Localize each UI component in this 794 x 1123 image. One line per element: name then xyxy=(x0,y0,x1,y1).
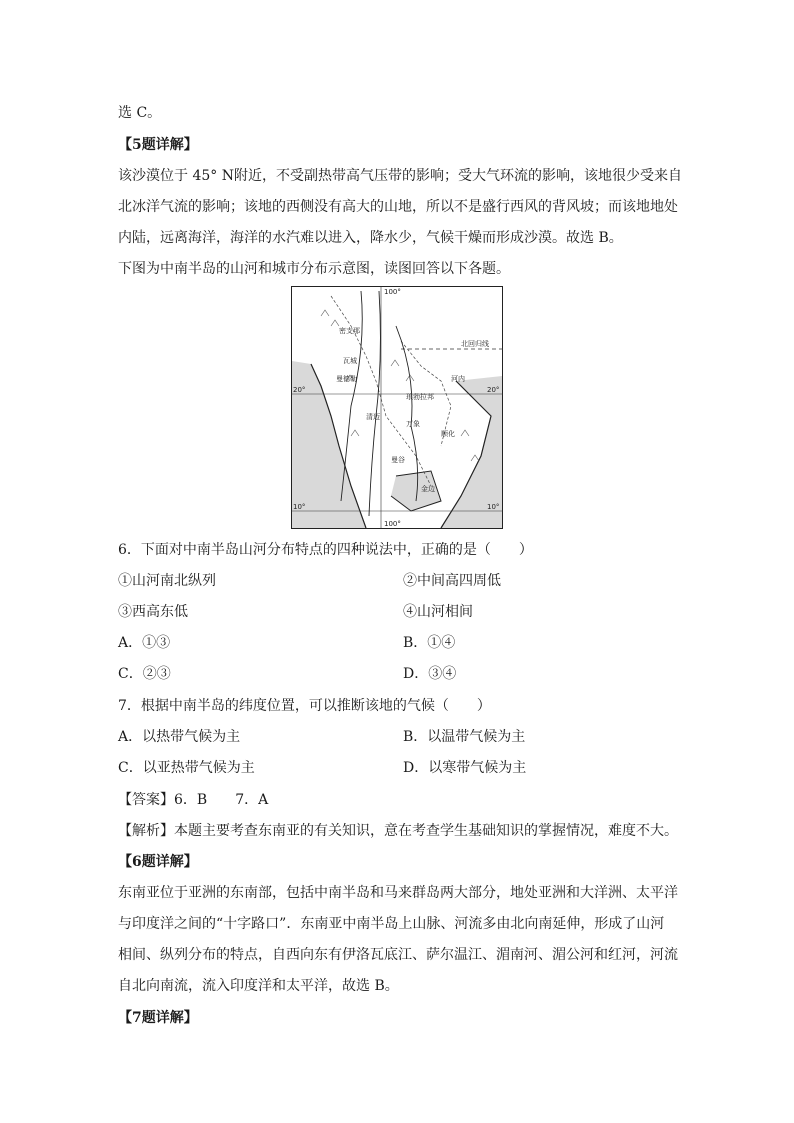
choice-c: C．②③ xyxy=(118,666,171,682)
choice-c: C．以亚热带气候为主 xyxy=(118,760,255,776)
choice-b: B．以温带气候为主 xyxy=(403,729,526,745)
question-6: 6．下面对中南半岛山河分布特点的四种说法中，正确的是（ ） xyxy=(118,542,533,558)
text-line: 北冰洋气流的影响；该地的西侧没有高大的山地，所以不是盛行西风的背风坡；而该地地处 xyxy=(118,199,678,215)
choice-d: D．③④ xyxy=(403,666,457,682)
text-line: 东南亚位于亚洲的东南部，包括中南半岛和马来群岛两大部分，地处亚洲和大洋洲、太平洋 xyxy=(118,885,678,901)
section-heading-5: 【5题详解】 xyxy=(118,137,198,153)
map-city-label: 金边 xyxy=(421,485,435,493)
choice-d: D．以寒带气候为主 xyxy=(403,760,527,776)
text-line: 与印度洋之间的“十字路口”．东南亚中南半岛上山脉、河流多由北向南延伸，形成了山河 xyxy=(118,916,665,932)
map-city-label: 清迈 xyxy=(366,413,380,421)
question-7: 7．根据中南半岛的纬度位置，可以推断该地的气候（ ） xyxy=(118,698,491,714)
indochina-map xyxy=(291,286,503,529)
map-label: 100° xyxy=(384,288,401,296)
text-line: 下图为中南半岛的山河和城市分布示意图，读图回答以下各题。 xyxy=(118,261,510,277)
text-line: 该沙漠位于 45° N附近，不受副热带高气压带的影响；受大气环流的影响，该地很少受来自 xyxy=(118,168,682,184)
analysis-line: 【解析】本题主要考查东南亚的有关知识，意在考查学生基础知识的掌握情况，难度不大。 xyxy=(118,823,678,839)
text-line: 内陆，远离海洋，海洋的水汽难以进入，降水少，气候干燥而形成沙漠。故选 B。 xyxy=(118,230,623,246)
map-label: 100° xyxy=(384,520,401,528)
map-city-label: 瓦城 xyxy=(343,357,357,365)
map-label: 20° xyxy=(293,386,306,394)
section-heading-6: 【6题详解】 xyxy=(118,854,198,870)
map-city-label: 万象 xyxy=(406,420,420,428)
text-line: 自北向南流，流入印度洋和太平洋，故选 B。 xyxy=(118,978,399,994)
map-city-label: 曼德勒 xyxy=(336,375,357,383)
map-city-label: 曼谷 xyxy=(391,456,405,464)
map-city-label: 河内 xyxy=(451,375,465,383)
option-2: ②中间高四周低 xyxy=(403,573,501,589)
text-line: 选 C。 xyxy=(118,105,162,121)
map-label: 10° xyxy=(487,503,500,511)
map-label: 北回归线 xyxy=(461,340,489,348)
map-label: 10° xyxy=(293,503,306,511)
choice-b: B．①④ xyxy=(403,635,456,651)
map-city-label: 琅勃拉邦 xyxy=(406,393,434,401)
section-heading-7: 【7题详解】 xyxy=(118,1010,198,1026)
answer-line: 【答案】6．B 7．A xyxy=(118,792,269,808)
option-4: ④山河相间 xyxy=(403,604,473,620)
choice-a: A．以热带气候为主 xyxy=(118,729,241,745)
choice-a: A．①③ xyxy=(118,635,171,651)
map-label: 20° xyxy=(487,386,500,394)
map-city-label: 密支那 xyxy=(339,327,360,335)
option-1: ①山河南北纵列 xyxy=(118,573,216,589)
text-line: 相间、纵列分布的特点，自西向东有伊洛瓦底江、萨尔温江、湄南河、湄公河和红河，河流 xyxy=(118,947,678,963)
map-city-label: 顺化 xyxy=(441,430,455,438)
option-3: ③西高东低 xyxy=(118,604,188,620)
